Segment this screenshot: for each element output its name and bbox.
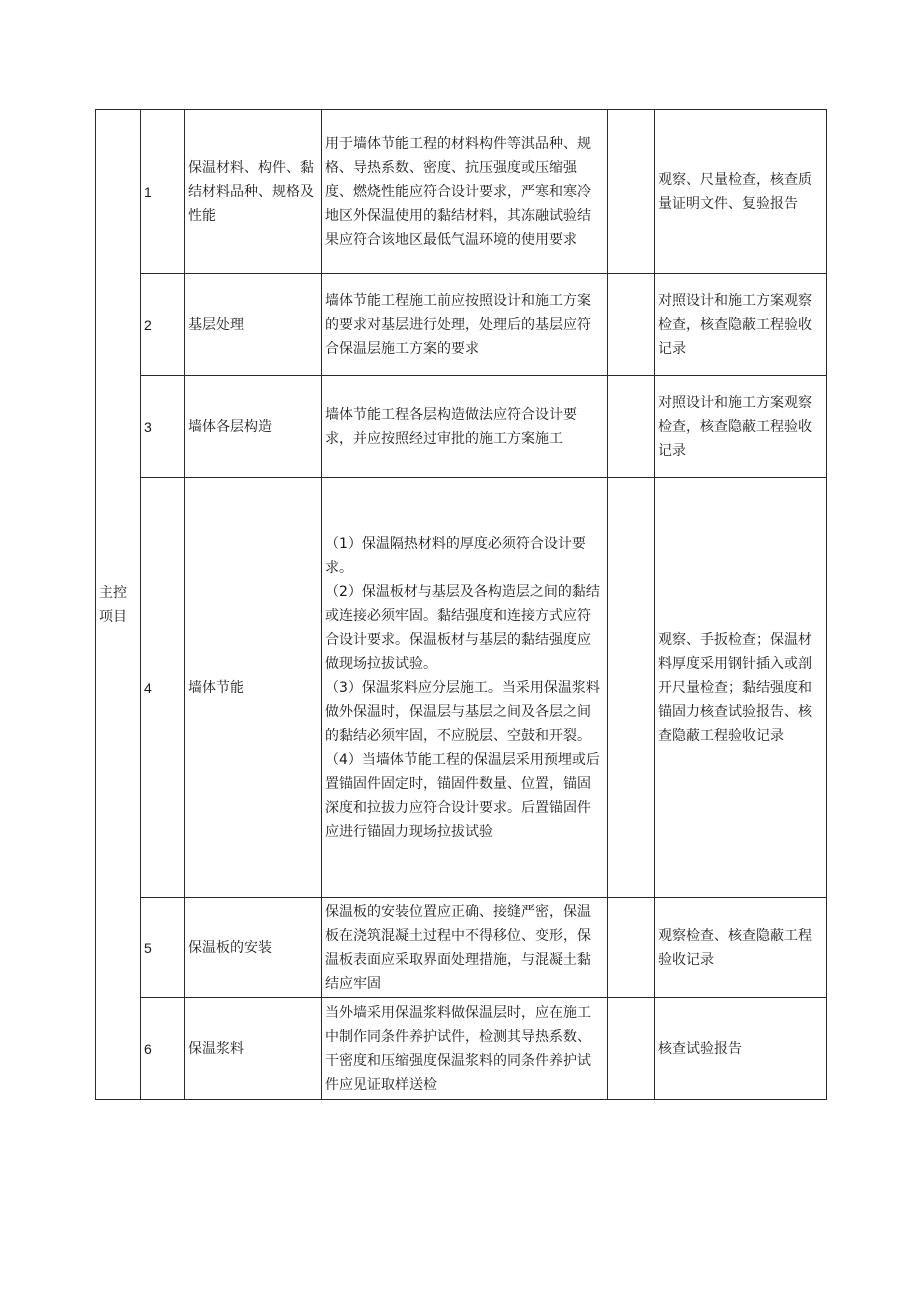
item-name: 墙体各层构造 [185,376,322,478]
requirement-text: （3）保温浆料应分层施工。当采用保温浆料做外保温时，保温层与基层之间及各层之间的黏结必须牢固，不应脱层、空鼓和开裂。 [325,679,600,744]
requirement-cell [322,478,608,898]
requirement-cell [322,110,608,274]
method-cell: 对照设计和施工方案观察检查，核查隐蔽工程验收记录 [655,274,827,376]
requirement-cell [322,998,608,1100]
requirement-text: （4）当墙体节能工程的保温层采用预埋或后置锚固件固定时，锚固件数量、位置，锚固深度和拉拔力应符合设计要求。后置锚固件应进行锚固力现场拉拔试验 [325,751,600,840]
row-number: 6 [141,998,185,1100]
requirement-text: 墙体节能工程施工前应按照设计和施工方案的要求对基层进行处理，处理后的基层应符合保温层施工方案的要求 [325,292,591,357]
row-number: 5 [141,898,185,998]
requirement-cell [322,376,608,478]
requirement-cell [322,898,608,998]
blank-cell [608,274,655,376]
method-cell: 观察检查、核查隐蔽工程验收记录 [655,898,827,998]
blank-cell [608,478,655,898]
item-name: 保温板的安装 [185,898,322,998]
method-cell: 对照设计和施工方案观察检查，核查隐蔽工程验收记录 [655,376,827,478]
inspection-table [95,109,827,1100]
blank-cell [608,898,655,998]
requirement-text: 墙体节能工程各层构造做法应符合设计要求，并应按照经过审批的施工方案施工 [325,406,577,447]
row-number: 2 [141,274,185,376]
item-name: 保温材料、构件、黏结材料品种、规格及性能 [185,110,322,274]
table-row [96,274,827,376]
requirement-text: 用于墙体节能工程的材料构件等淇品种、规格、导热系数、密度、抗压强度或压缩强度、燃烧性能应符合设计要求，严寒和寒冷地区外保温使用的黏结材料，其冻融试验结果应符合该地区最低气温环境的使用要求 [325,135,591,248]
method-cell: 核查试验报告 [655,998,827,1100]
table-row [96,998,827,1100]
blank-cell [608,376,655,478]
table-row [96,110,827,274]
table-row [96,478,827,898]
blank-cell [608,110,655,274]
row-number: 3 [141,376,185,478]
requirement-text: （2）保温板材与基层及各构造层之间的黏结或连接必须牢固。黏结强度和连接方式应符合设计要求。保温板材与基层的黏结强度应做现场拉拔试验。 [325,583,600,672]
requirement-cell [322,274,608,376]
item-name: 基层处理 [185,274,322,376]
table-row [96,376,827,478]
requirement-text: 当外墙采用保温浆料做保温层时，应在施工中制作同条件养护试件，检测其导热系数、干密度和压缩强度保温浆料的同条件养护试件应见证取样送检 [325,1004,591,1093]
requirement-text: （1）保温隔热材料的厚度必须符合设计要求。 [325,535,586,576]
requirement-text: 保温板的安装位置应正确、接缝严密，保温板在浇筑混凝土过程中不得移位、变形，保温板表面应采取界面处理措施，与混凝土黏结应牢固 [325,903,591,992]
row-number: 1 [141,110,185,274]
method-cell: 观察、手扳检查；保温材料厚度采用钢针插入或剖开尺量检查；黏结强度和锚固力核查试验报告、核查隐蔽工程验收记录 [655,478,827,898]
item-name: 墙体节能 [185,478,322,898]
row-number: 4 [141,478,185,898]
table-row [96,898,827,998]
method-cell: 观察、尺量检查，核查质量证明文件、复验报告 [655,110,827,274]
blank-cell [608,998,655,1100]
item-name: 保温浆料 [185,998,322,1100]
category-cell: 主控项目 [96,110,141,1100]
